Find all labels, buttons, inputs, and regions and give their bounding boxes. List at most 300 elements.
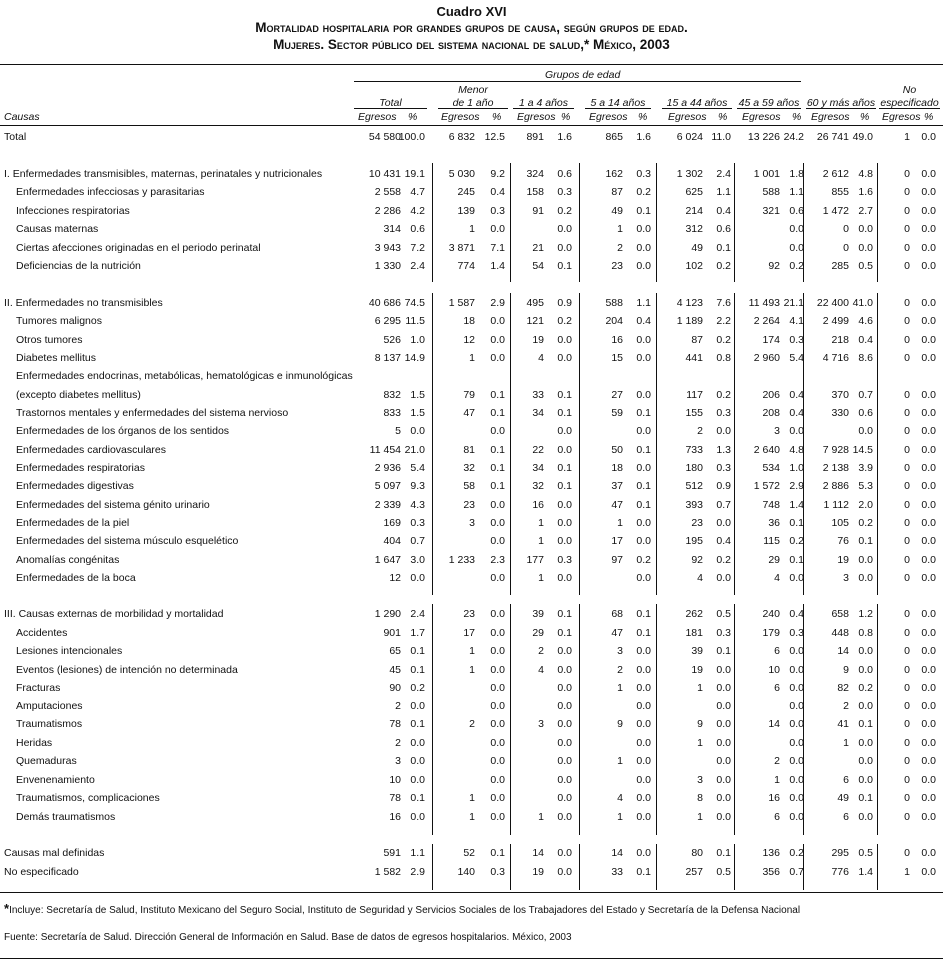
cell-pct: 0.0 (490, 664, 505, 676)
cell-pct: 0.0 (921, 352, 936, 364)
cell-pct: 0.0 (557, 847, 572, 859)
group-underline-15a44 (662, 108, 732, 109)
cell-egresos: 370 (831, 389, 849, 401)
cell-egresos: 39 (532, 608, 544, 620)
table-row (0, 679, 943, 697)
cell-egresos: 0 (904, 205, 910, 217)
cell-pct: 0.1 (858, 718, 873, 730)
cell-pct: 0.3 (557, 554, 572, 566)
cell-egresos: 891 (526, 131, 544, 143)
cell-pct: 0.1 (410, 645, 425, 657)
cell-pct: 0.5 (858, 847, 873, 859)
cell-pct: 0.0 (636, 664, 651, 676)
cell-pct: 0.0 (636, 334, 651, 346)
table-row (0, 128, 943, 146)
cell-egresos: 0 (904, 608, 910, 620)
cell-pct: 0.2 (410, 682, 425, 694)
cell-pct: 49.0 (852, 131, 873, 143)
cell-egresos: 0 (904, 774, 910, 786)
cell-egresos: 206 (762, 389, 780, 401)
table-row (0, 808, 943, 826)
cell-pct: 0.0 (410, 737, 425, 749)
cell-pct: 0.0 (636, 223, 651, 235)
cell-egresos: 0 (904, 444, 910, 456)
cell-pct: 0.0 (858, 700, 873, 712)
cell-pct: 0.0 (789, 792, 804, 804)
cell-pct: 0.0 (858, 811, 873, 823)
cell-egresos: 2 264 (753, 315, 780, 327)
row-label: I. Enfermedades transmisibles, maternas, perinatales y nutricionales (4, 168, 323, 180)
column-separator (656, 293, 657, 595)
cell-egresos: 314 (383, 223, 401, 235)
cell-pct: 0.0 (858, 737, 873, 749)
cell-pct: 0.0 (921, 755, 936, 767)
cell-pct: 0.0 (557, 444, 572, 456)
group-underline-menor1 (438, 108, 508, 109)
table-row (0, 863, 943, 881)
cell-pct: 1.1 (716, 186, 731, 198)
cell-pct: 0.0 (636, 242, 651, 254)
group-header-total: Total (379, 97, 402, 109)
row-label: Enfermedades del sistema génito urinario (16, 499, 210, 511)
cell-egresos: 41 (837, 718, 849, 730)
cell-egresos: 13 226 (747, 131, 780, 143)
cell-egresos: 0 (904, 315, 910, 327)
cell-egresos: 49 (691, 242, 703, 254)
cell-pct: 2.4 (410, 260, 425, 272)
cell-egresos: 8 (697, 792, 703, 804)
cell-pct: 0.1 (557, 260, 572, 272)
cell-egresos: 588 (605, 297, 623, 309)
cell-pct: 0.0 (789, 682, 804, 694)
cell-pct: 0.8 (858, 627, 873, 639)
column-separator (579, 844, 580, 890)
cell-pct: 0.0 (490, 792, 505, 804)
cell-egresos: 1 (617, 755, 623, 767)
cell-egresos: 47 (463, 407, 475, 419)
row-label: Lesiones intencionales (16, 645, 123, 657)
cell-egresos: 80 (691, 847, 703, 859)
1a4-pct-header: % (561, 111, 571, 123)
cell-pct: 9.3 (410, 480, 425, 492)
cell-egresos: 0 (904, 645, 910, 657)
cell-pct: 8.6 (858, 352, 873, 364)
cell-pct: 0.5 (716, 866, 731, 878)
cell-egresos: 34 (532, 462, 544, 474)
group-header-menor1: de 1 año (452, 97, 494, 109)
cell-egresos: 87 (691, 334, 703, 346)
cell-egresos: 54 (532, 260, 544, 272)
row-label: Envenenamiento (16, 774, 95, 786)
row-label: Fracturas (16, 682, 61, 694)
cell-egresos: 2 612 (822, 168, 849, 180)
cell-egresos: 0 (904, 334, 910, 346)
cell-pct: 0.0 (789, 223, 804, 235)
row-label: Traumatismos, complicaciones (16, 792, 160, 804)
cell-pct: 0.7 (716, 499, 731, 511)
cell-pct: 0.0 (921, 608, 936, 620)
cell-egresos: 92 (768, 260, 780, 272)
cell-pct: 0.0 (490, 517, 505, 529)
cell-pct: 0.0 (858, 223, 873, 235)
cell-pct: 0.0 (636, 700, 651, 712)
cell-egresos: 0 (904, 389, 910, 401)
cell-pct: 19.1 (404, 168, 425, 180)
cell-egresos: 36 (768, 517, 780, 529)
table-row (0, 422, 943, 440)
row-label: Enfermedades endocrinas, metabólicas, hematológicas e inmunológicas (16, 370, 353, 382)
cell-egresos: 0 (904, 664, 910, 676)
cell-egresos: 1 (697, 682, 703, 694)
cell-pct: 0.0 (789, 572, 804, 584)
cell-egresos: 10 431 (368, 168, 401, 180)
table-row (0, 183, 943, 201)
cell-pct: 0.3 (490, 205, 505, 217)
cell-pct: 0.4 (636, 315, 651, 327)
cell-egresos: 658 (831, 608, 849, 620)
cell-egresos: 0 (904, 554, 910, 566)
table-number: Cuadro XVI (436, 4, 507, 19)
cell-egresos: 16 (389, 811, 401, 823)
cell-egresos: 312 (685, 223, 703, 235)
column-separator (579, 293, 580, 595)
cell-egresos: 23 (463, 499, 475, 511)
cell-pct: 0.0 (921, 700, 936, 712)
cell-pct: 0.1 (858, 792, 873, 804)
cell-pct: 0.0 (636, 682, 651, 694)
cell-egresos: 0 (904, 572, 910, 584)
cell-pct: 0.0 (490, 499, 505, 511)
cell-egresos: 14 (611, 847, 623, 859)
cell-pct: 0.1 (490, 847, 505, 859)
cell-pct: 0.0 (490, 737, 505, 749)
cell-pct: 0.2 (858, 517, 873, 529)
cell-pct: 1.1 (789, 186, 804, 198)
45a59-egresos-header: Egresos (742, 111, 781, 123)
column-separator (432, 604, 433, 835)
cell-pct: 0.0 (557, 499, 572, 511)
cell-pct: 0.4 (789, 407, 804, 419)
cell-pct: 0.0 (716, 755, 731, 767)
cell-egresos: 18 (611, 462, 623, 474)
cell-egresos: 11 493 (748, 297, 780, 309)
cell-pct: 11.5 (405, 315, 425, 327)
cell-pct: 0.0 (921, 866, 936, 878)
cell-egresos: 512 (685, 480, 703, 492)
cell-egresos: 1 (469, 223, 475, 235)
cell-pct: 0.0 (557, 517, 572, 529)
cell-egresos: 0 (904, 700, 910, 712)
cell-pct: 0.0 (557, 682, 572, 694)
group-underline-5a14 (585, 108, 651, 109)
cell-pct: 2.4 (410, 608, 425, 620)
cell-pct: 0.0 (490, 334, 505, 346)
cell-egresos: 14 (768, 718, 780, 730)
cell-pct: 5.4 (410, 462, 425, 474)
cell-pct: 0.0 (921, 223, 936, 235)
cell-pct: 12.5 (484, 131, 505, 143)
total-pct-header: % (408, 111, 418, 123)
cell-egresos: 2 138 (822, 462, 849, 474)
cell-pct: 0.0 (410, 811, 425, 823)
cell-egresos: 1 (469, 664, 475, 676)
cell-egresos: 3 (617, 645, 623, 657)
table-row (0, 752, 943, 770)
row-label: Accidentes (16, 627, 68, 639)
page-bottom-rule (0, 958, 943, 959)
grupos-rule (354, 81, 801, 82)
cell-egresos: 87 (611, 186, 623, 198)
cell-pct: 7.2 (410, 242, 425, 254)
cell-egresos: 2 (538, 645, 544, 657)
cell-pct: 0.0 (490, 645, 505, 657)
cell-pct: 0.0 (636, 535, 651, 547)
cell-pct: 0.0 (557, 700, 572, 712)
cell-pct: 1.5 (410, 407, 425, 419)
cell-egresos: 179 (762, 627, 780, 639)
noesp-egresos-header: Egresos (882, 111, 921, 123)
column-separator (803, 163, 804, 282)
cell-pct: 0.0 (921, 737, 936, 749)
cell-pct: 1.6 (858, 186, 873, 198)
cell-pct: 0.0 (557, 774, 572, 786)
cell-egresos: 2 (697, 425, 703, 437)
cell-pct: 24.2 (783, 131, 804, 143)
footnote-incluye (4, 901, 800, 916)
cell-egresos: 39 (691, 645, 703, 657)
cell-pct: 0.0 (789, 242, 804, 254)
cell-egresos: 393 (685, 499, 703, 511)
cell-egresos: 0 (904, 792, 910, 804)
cell-pct: 0.0 (921, 535, 936, 547)
5a14-egresos-header: Egresos (589, 111, 628, 123)
cell-egresos: 9 (617, 718, 623, 730)
cell-egresos: 4 716 (822, 352, 849, 364)
row-label: Deficiencias de la nutrición (16, 260, 141, 272)
table-row (0, 844, 943, 862)
column-separator (803, 604, 804, 835)
cell-pct: 0.0 (921, 389, 936, 401)
cell-egresos: 1 001 (753, 168, 780, 180)
cell-egresos: 155 (685, 407, 703, 419)
cell-pct: 0.2 (716, 334, 731, 346)
table-row (0, 532, 943, 550)
cell-pct: 0.0 (490, 682, 505, 694)
cell-pct: 0.0 (716, 664, 731, 676)
table-bottom-rule (0, 892, 943, 893)
cell-pct: 0.0 (789, 700, 804, 712)
cell-pct: 0.0 (716, 425, 731, 437)
cell-pct: 3.9 (858, 462, 873, 474)
column-separator (656, 604, 657, 835)
cell-pct: 0.0 (858, 664, 873, 676)
cell-pct: 11.0 (711, 131, 731, 143)
cell-pct: 0.0 (789, 645, 804, 657)
cell-pct: 2.9 (490, 297, 505, 309)
cell-egresos: 2 (774, 755, 780, 767)
column-separator (734, 844, 735, 890)
15a44-pct-header: % (718, 111, 728, 123)
cell-pct: 0.0 (636, 389, 651, 401)
table-row (0, 349, 943, 367)
cell-pct: 0.0 (921, 297, 936, 309)
cell-egresos: 1 330 (374, 260, 401, 272)
cell-pct: 1.4 (789, 499, 804, 511)
column-separator (803, 844, 804, 890)
cell-pct: 0.4 (858, 334, 873, 346)
table-row (0, 771, 943, 789)
column-separator (432, 844, 433, 890)
cell-egresos: 1 (617, 682, 623, 694)
cell-pct: 2.7 (858, 205, 873, 217)
row-label: Enfermedades de los órganos de los sentidos (16, 425, 230, 437)
cell-pct: 4.1 (789, 315, 804, 327)
table-row (0, 642, 943, 660)
cell-pct: 100.0 (398, 131, 425, 143)
cell-pct: 4.7 (410, 186, 425, 198)
column-separator (579, 163, 580, 282)
cell-pct: 0.1 (636, 480, 651, 492)
cell-egresos: 2 (469, 718, 475, 730)
cell-egresos: 49 (837, 792, 849, 804)
cell-pct: 0.1 (557, 407, 572, 419)
cell-egresos: 6 (843, 811, 849, 823)
table-row (0, 459, 943, 477)
cell-egresos: 1 (538, 572, 544, 584)
cell-pct: 0.0 (921, 811, 936, 823)
cell-pct: 0.0 (490, 627, 505, 639)
table-row (0, 514, 943, 532)
top-rule (0, 64, 943, 65)
column-separator (734, 293, 735, 595)
cell-egresos: 2 558 (374, 186, 401, 198)
cell-pct: 0.0 (858, 645, 873, 657)
cell-pct: 0.7 (789, 866, 804, 878)
cell-pct: 0.0 (921, 682, 936, 694)
cell-pct: 7.1 (490, 242, 505, 254)
cell-pct: 0.0 (557, 223, 572, 235)
group-header-1a4: 1 a 4 años (518, 97, 569, 109)
cell-pct: 0.0 (921, 334, 936, 346)
cell-pct: 0.2 (789, 535, 804, 547)
cell-pct: 0.0 (490, 608, 505, 620)
table-row (0, 220, 943, 238)
cell-egresos: 37 (611, 480, 623, 492)
cell-pct: 2.4 (716, 168, 731, 180)
cell-pct: 1.4 (858, 866, 873, 878)
cell-pct: 0.1 (636, 444, 651, 456)
cell-pct: 0.0 (789, 774, 804, 786)
cell-egresos: 54 580 (368, 131, 401, 143)
cell-pct: 0.0 (921, 205, 936, 217)
cell-pct: 0.0 (921, 444, 936, 456)
cell-egresos: 19 (532, 866, 544, 878)
cell-egresos: 32 (463, 462, 475, 474)
cell-egresos: 34 (532, 407, 544, 419)
cell-pct: 0.4 (789, 389, 804, 401)
table-row (0, 331, 943, 349)
cell-pct: 0.0 (858, 774, 873, 786)
cell-egresos: 534 (762, 462, 780, 474)
cell-egresos: 2 339 (374, 499, 401, 511)
cell-egresos: 0 (843, 242, 849, 254)
cell-egresos: 3 (774, 425, 780, 437)
cell-pct: 0.0 (716, 737, 731, 749)
cell-egresos: 2 886 (822, 480, 849, 492)
cell-egresos: 0 (904, 718, 910, 730)
row-label: Causas maternas (16, 223, 99, 235)
group-header-60ymas: 60 y más años (806, 97, 876, 109)
cell-egresos: 29 (532, 627, 544, 639)
cell-egresos: 45 (389, 664, 401, 676)
cell-pct: 0.0 (921, 554, 936, 566)
cell-pct: 0.1 (789, 554, 804, 566)
cell-pct: 0.0 (490, 774, 505, 786)
cell-egresos: 3 (843, 572, 849, 584)
cell-pct: 1.2 (858, 608, 873, 620)
cell-pct: 0.0 (490, 572, 505, 584)
column-separator (877, 293, 878, 595)
cell-pct: 0.1 (716, 242, 731, 254)
footnote-star: * (4, 901, 10, 916)
cell-pct: 0.0 (490, 535, 505, 547)
cell-pct: 1.5 (410, 389, 425, 401)
cell-egresos: 78 (389, 718, 401, 730)
cell-egresos: 441 (685, 352, 703, 364)
cell-egresos: 832 (383, 389, 401, 401)
cell-egresos: 0 (904, 242, 910, 254)
cell-pct: 0.0 (921, 168, 936, 180)
cell-egresos: 14 (532, 847, 544, 859)
cell-pct: 0.0 (490, 718, 505, 730)
cell-pct: 5.3 (858, 480, 873, 492)
table-row (0, 386, 943, 404)
cell-egresos: 901 (383, 627, 401, 639)
cell-egresos: 324 (526, 168, 544, 180)
table-row (0, 441, 943, 459)
cell-egresos: 2 499 (822, 315, 849, 327)
table-row (0, 734, 943, 752)
cell-egresos: 78 (389, 792, 401, 804)
cell-pct: 0.0 (410, 572, 425, 584)
cell-pct: 0.0 (557, 866, 572, 878)
cell-pct: 0.0 (921, 315, 936, 327)
cell-pct: 0.0 (858, 425, 873, 437)
cell-egresos: 2 (395, 700, 401, 712)
cell-egresos: 1 (617, 517, 623, 529)
cell-egresos: 356 (762, 866, 780, 878)
cell-egresos: 6 (843, 774, 849, 786)
row-label: Enfermedades digestivas (16, 480, 134, 492)
cell-pct: 0.1 (490, 389, 505, 401)
cell-pct: 0.7 (858, 389, 873, 401)
row-label: Eventos (lesiones) de intención no determinada (16, 664, 238, 676)
cell-egresos: 68 (611, 608, 623, 620)
group-underline-total (354, 108, 427, 109)
cell-egresos: 174 (762, 334, 780, 346)
cell-egresos: 91 (532, 205, 544, 217)
cell-pct: 0.2 (789, 260, 804, 272)
cell-pct: 0.7 (410, 535, 425, 547)
cell-pct: 0.0 (921, 462, 936, 474)
cell-egresos: 3 (395, 755, 401, 767)
cell-egresos: 0 (904, 682, 910, 694)
cell-pct: 0.0 (921, 627, 936, 639)
cell-egresos: 58 (463, 480, 475, 492)
row-label: Traumatismos (16, 718, 83, 730)
cell-egresos: 1 (904, 131, 910, 143)
cell-egresos: 29 (768, 554, 780, 566)
